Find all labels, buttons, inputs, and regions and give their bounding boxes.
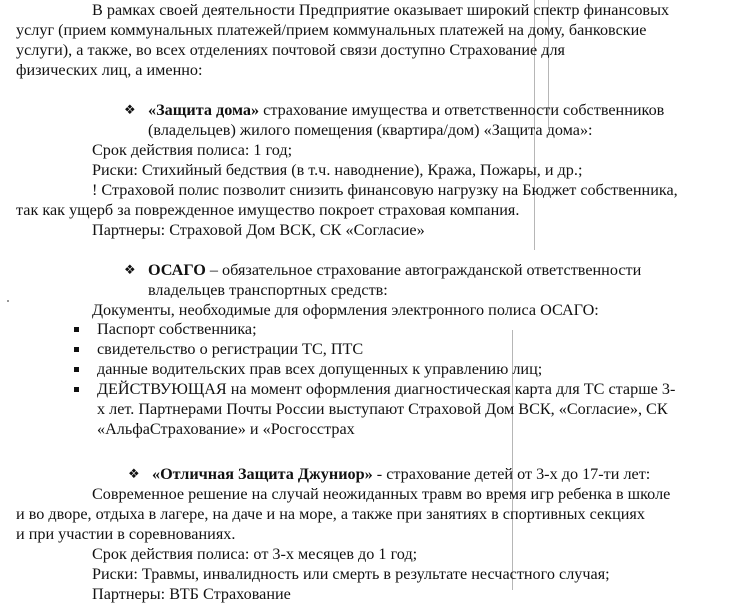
home-risks: Риски: Стихийный бедствия (в т.ч. наводнение), Кража, Пожары, и др.; [92, 161, 583, 179]
junior-risks: Риски: Травмы, инвалидность или смерть в результате несчастного случая; [92, 565, 610, 583]
home-note-line-2: так как ущерб за поврежденное имущество покроет страховая компания. [16, 201, 520, 219]
osago-heading-line [148, 261, 641, 279]
square-bullet-icon [74, 387, 79, 392]
square-bullet-icon [74, 367, 79, 372]
junior-body-line-3: и при участии в соревнованиях. [16, 525, 236, 543]
home-heading-line [148, 101, 664, 119]
home-description: страхование имущества и ответственности собственников [259, 101, 665, 119]
square-bullet-icon [74, 347, 79, 352]
osago-title: ОСАГО [148, 261, 206, 279]
intro-line-3: услуги), а также, во всех отделениях почтовой связи доступно Страхование для [16, 41, 565, 59]
junior-term: Срок действия полиса: от 3-х месяцев до 1 год; [92, 545, 418, 563]
osago-doc-item-continued: х лет. Партнерами Почты России выступают Страховой Дом ВСК, «Согласие», СК [97, 400, 668, 418]
junior-heading-line [152, 465, 650, 483]
osago-docs-header: Документы, необходимые для оформления электронного полиса ОСАГО: [92, 301, 599, 319]
home-partners: Партнеры: Страховой Дом ВСК, СК «Согласие» [92, 221, 425, 239]
junior-body-line-1: Современное решение на случай неожиданных травм во время игр ребенка в школе [92, 485, 671, 503]
intro-line-2: услуг (прием коммунальных платежей/прием коммунальных платежей на дому, банковские [16, 21, 647, 39]
osago-description-line-2: владельцев транспортных средств: [148, 281, 388, 299]
junior-body-line-2: и во дворе, отдыха в лагере, на даче и на море, а также при занятиях в спортивных секциях [16, 505, 645, 523]
osago-description: – обязательное страхование автогражданской ответственности [205, 261, 642, 279]
diamond-bullet-icon: ❖ [124, 102, 136, 117]
diamond-bullet-icon: ❖ [128, 466, 140, 481]
osago-doc-item: Паспорт собственника; [97, 320, 257, 338]
square-bullet-icon [74, 327, 79, 332]
home-description-line-2: (владельцев) жилого помещения (квартира/дом) «Защита дома»: [148, 121, 593, 139]
osago-doc-item-continued: «АльфаСтрахование» и «Росгосстрах [97, 420, 355, 438]
intro-line-1: В рамках своей деятельности Предприятие оказывает широкий спектр финансовых [92, 1, 670, 19]
junior-partners: Партнеры: ВТБ Страхование [92, 585, 291, 603]
intro-line-4: физических лиц, а именно: [16, 61, 203, 79]
osago-doc-item: свидетельство о регистрации ТС, ПТС [97, 340, 364, 358]
osago-doc-item: ДЕЙСТВУЮЩАЯ на момент оформления диагностическая карта для ТС старше 3- [97, 380, 676, 398]
scan-artifact-dot [7, 300, 9, 302]
home-note-line-1: ! Страховой полис позволит снизить финансовую нагрузку на Бюджет собственника, [92, 181, 678, 199]
junior-title: «Отличная Защита Джуниор» [152, 465, 373, 483]
home-term: Срок действия полиса: 1 год; [92, 141, 293, 159]
osago-doc-item: данные водительских прав всех допущенных к управлению лиц; [97, 360, 543, 378]
junior-description: - страхование детей от 3-х до 17-ти лет: [372, 465, 651, 483]
diamond-bullet-icon: ❖ [124, 262, 136, 277]
home-title: «Защита дома» [148, 101, 260, 119]
